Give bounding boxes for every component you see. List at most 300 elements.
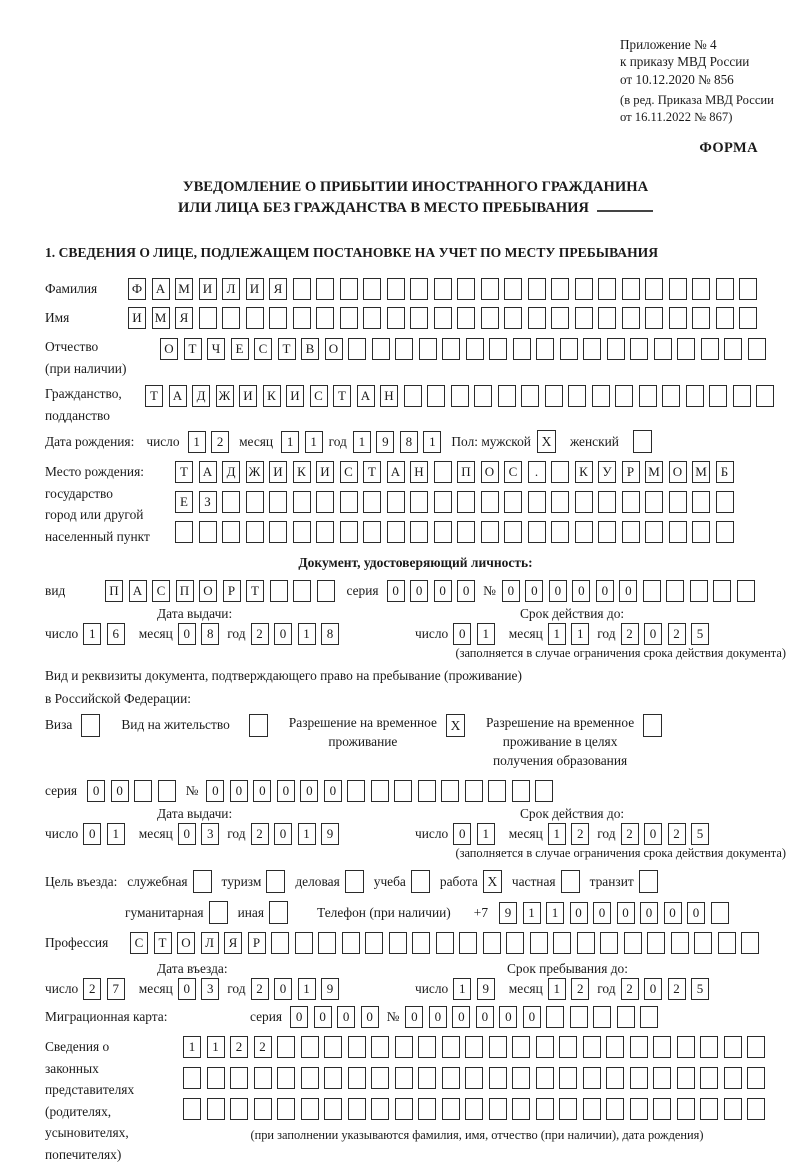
char-cell[interactable]: [568, 385, 586, 407]
char-cell[interactable]: О: [177, 932, 195, 954]
char-cell[interactable]: [559, 1067, 577, 1089]
char-cell[interactable]: [724, 338, 742, 360]
char-cell[interactable]: 0: [230, 780, 248, 802]
char-cell[interactable]: И: [128, 307, 146, 329]
char-cell[interactable]: К: [293, 461, 311, 483]
char-cell[interactable]: [387, 491, 405, 513]
char-cell[interactable]: [630, 1098, 648, 1120]
char-cell[interactable]: [739, 307, 757, 329]
char-cell[interactable]: 8: [201, 623, 219, 645]
char-cell[interactable]: [277, 1067, 295, 1089]
char-cell[interactable]: 2: [254, 1036, 272, 1058]
char-cell[interactable]: [465, 1098, 483, 1120]
char-cell[interactable]: [459, 932, 477, 954]
char-cell[interactable]: [269, 491, 287, 513]
char-cell[interactable]: [372, 338, 390, 360]
char-cell[interactable]: [606, 1067, 624, 1089]
char-cell[interactable]: [535, 780, 553, 802]
char-cell[interactable]: 0: [314, 1006, 332, 1028]
char-cell[interactable]: [583, 338, 601, 360]
char-cell[interactable]: [410, 491, 428, 513]
char-cell[interactable]: [254, 1098, 272, 1120]
char-cell[interactable]: [363, 278, 381, 300]
char-cell[interactable]: [442, 1067, 460, 1089]
char-cell[interactable]: [724, 1036, 742, 1058]
char-cell[interactable]: А: [152, 278, 170, 300]
char-cell[interactable]: [442, 1036, 460, 1058]
checkbox-purpose-humanitarian[interactable]: [209, 901, 228, 924]
char-cell[interactable]: [528, 307, 546, 329]
char-cell[interactable]: 0: [290, 1006, 308, 1028]
char-cell[interactable]: А: [357, 385, 375, 407]
char-cell[interactable]: 0: [453, 623, 471, 645]
char-cell[interactable]: [207, 1067, 225, 1089]
char-cell[interactable]: 0: [523, 1006, 541, 1028]
char-cell[interactable]: [593, 1006, 611, 1028]
char-cell[interactable]: С: [340, 461, 358, 483]
char-cell[interactable]: [442, 1098, 460, 1120]
char-cell[interactable]: [175, 521, 193, 543]
char-cell[interactable]: [536, 1036, 554, 1058]
char-cell[interactable]: Я: [269, 278, 287, 300]
char-cell[interactable]: [592, 385, 610, 407]
char-cell[interactable]: [418, 1036, 436, 1058]
char-cell[interactable]: [669, 278, 687, 300]
char-cell[interactable]: 2: [211, 431, 229, 453]
char-cell[interactable]: [371, 780, 389, 802]
char-cell[interactable]: [647, 932, 665, 954]
char-cell[interactable]: [418, 1098, 436, 1120]
char-cell[interactable]: 0: [619, 580, 637, 602]
char-cell[interactable]: [394, 780, 412, 802]
char-cell[interactable]: 0: [206, 780, 224, 802]
checkbox-temp-residence-edu[interactable]: [643, 714, 662, 737]
char-cell[interactable]: [295, 932, 313, 954]
char-cell[interactable]: 8: [321, 623, 339, 645]
char-cell[interactable]: И: [239, 385, 257, 407]
char-cell[interactable]: 1: [423, 431, 441, 453]
char-cell[interactable]: [570, 1006, 588, 1028]
char-cell[interactable]: 5: [691, 623, 709, 645]
char-cell[interactable]: [474, 385, 492, 407]
char-cell[interactable]: [277, 1036, 295, 1058]
char-cell[interactable]: 2: [230, 1036, 248, 1058]
char-cell[interactable]: Т: [333, 385, 351, 407]
char-cell[interactable]: [340, 521, 358, 543]
char-cell[interactable]: [489, 1067, 507, 1089]
char-cell[interactable]: [183, 1067, 201, 1089]
char-cell[interactable]: Р: [248, 932, 266, 954]
char-cell[interactable]: [669, 521, 687, 543]
char-cell[interactable]: [653, 1036, 671, 1058]
char-cell[interactable]: О: [199, 580, 217, 602]
char-cell[interactable]: 0: [617, 902, 635, 924]
char-cell[interactable]: С: [504, 461, 522, 483]
char-cell[interactable]: [301, 1098, 319, 1120]
char-cell[interactable]: [489, 1036, 507, 1058]
char-cell[interactable]: С: [310, 385, 328, 407]
char-cell[interactable]: [465, 1036, 483, 1058]
char-cell[interactable]: [246, 307, 264, 329]
char-cell[interactable]: [716, 307, 734, 329]
char-cell[interactable]: Т: [278, 338, 296, 360]
checkbox-purpose-work[interactable]: X: [483, 870, 502, 893]
char-cell[interactable]: 1: [548, 823, 566, 845]
char-cell[interactable]: [630, 1036, 648, 1058]
char-cell[interactable]: [347, 780, 365, 802]
char-cell[interactable]: [301, 1036, 319, 1058]
char-cell[interactable]: 0: [525, 580, 543, 602]
char-cell[interactable]: [436, 932, 454, 954]
char-cell[interactable]: [639, 385, 657, 407]
char-cell[interactable]: 1: [548, 623, 566, 645]
char-cell[interactable]: [577, 932, 595, 954]
char-cell[interactable]: 3: [201, 823, 219, 845]
char-cell[interactable]: [412, 932, 430, 954]
char-cell[interactable]: [575, 521, 593, 543]
char-cell[interactable]: 0: [502, 580, 520, 602]
char-cell[interactable]: Т: [246, 580, 264, 602]
char-cell[interactable]: [598, 521, 616, 543]
char-cell[interactable]: С: [254, 338, 272, 360]
char-cell[interactable]: 0: [274, 823, 292, 845]
char-cell[interactable]: [481, 278, 499, 300]
char-cell[interactable]: А: [387, 461, 405, 483]
char-cell[interactable]: [686, 385, 704, 407]
char-cell[interactable]: [551, 491, 569, 513]
char-cell[interactable]: [716, 521, 734, 543]
char-cell[interactable]: [546, 1006, 564, 1028]
char-cell[interactable]: 1: [453, 978, 471, 1000]
char-cell[interactable]: [653, 1067, 671, 1089]
char-cell[interactable]: 1: [281, 431, 299, 453]
char-cell[interactable]: 0: [644, 823, 662, 845]
char-cell[interactable]: [559, 1098, 577, 1120]
char-cell[interactable]: [615, 385, 633, 407]
char-cell[interactable]: [199, 307, 217, 329]
char-cell[interactable]: [575, 278, 593, 300]
char-cell[interactable]: [270, 580, 288, 602]
char-cell[interactable]: З: [199, 491, 217, 513]
char-cell[interactable]: О: [160, 338, 178, 360]
char-cell[interactable]: 9: [321, 978, 339, 1000]
char-cell[interactable]: [222, 491, 240, 513]
char-cell[interactable]: 2: [571, 823, 589, 845]
char-cell[interactable]: [254, 1067, 272, 1089]
char-cell[interactable]: Ф: [128, 278, 146, 300]
char-cell[interactable]: [269, 521, 287, 543]
char-cell[interactable]: [671, 932, 689, 954]
char-cell[interactable]: [737, 580, 755, 602]
checkbox-purpose-private[interactable]: [561, 870, 580, 893]
char-cell[interactable]: 2: [83, 978, 101, 1000]
char-cell[interactable]: [434, 461, 452, 483]
char-cell[interactable]: 9: [499, 902, 517, 924]
char-cell[interactable]: [677, 338, 695, 360]
char-cell[interactable]: [348, 1067, 366, 1089]
char-cell[interactable]: [481, 521, 499, 543]
checkbox-temp-residence[interactable]: X: [446, 714, 465, 737]
checkbox-purpose-study[interactable]: [411, 870, 430, 893]
char-cell[interactable]: [606, 1036, 624, 1058]
char-cell[interactable]: [434, 491, 452, 513]
char-cell[interactable]: [134, 780, 152, 802]
char-cell[interactable]: [692, 521, 710, 543]
char-cell[interactable]: [504, 278, 522, 300]
char-cell[interactable]: [504, 521, 522, 543]
char-cell[interactable]: Я: [224, 932, 242, 954]
char-cell[interactable]: И: [269, 461, 287, 483]
char-cell[interactable]: [230, 1067, 248, 1089]
char-cell[interactable]: [553, 932, 571, 954]
char-cell[interactable]: 2: [668, 823, 686, 845]
char-cell[interactable]: [598, 491, 616, 513]
char-cell[interactable]: [694, 932, 712, 954]
char-cell[interactable]: И: [286, 385, 304, 407]
char-cell[interactable]: С: [130, 932, 148, 954]
char-cell[interactable]: 1: [183, 1036, 201, 1058]
char-cell[interactable]: [575, 307, 593, 329]
char-cell[interactable]: [692, 278, 710, 300]
char-cell[interactable]: Л: [222, 278, 240, 300]
char-cell[interactable]: У: [598, 461, 616, 483]
char-cell[interactable]: [342, 932, 360, 954]
char-cell[interactable]: О: [481, 461, 499, 483]
char-cell[interactable]: [677, 1036, 695, 1058]
char-cell[interactable]: 9: [477, 978, 495, 1000]
char-cell[interactable]: 0: [457, 580, 475, 602]
char-cell[interactable]: [583, 1067, 601, 1089]
char-cell[interactable]: [692, 491, 710, 513]
char-cell[interactable]: [316, 278, 334, 300]
char-cell[interactable]: [677, 1098, 695, 1120]
char-cell[interactable]: [677, 1067, 695, 1089]
checkbox-purpose-transit[interactable]: [639, 870, 658, 893]
char-cell[interactable]: 0: [337, 1006, 355, 1028]
char-cell[interactable]: [643, 580, 661, 602]
char-cell[interactable]: [387, 521, 405, 543]
char-cell[interactable]: 0: [644, 623, 662, 645]
checkbox-purpose-tourism[interactable]: [266, 870, 285, 893]
char-cell[interactable]: 2: [668, 623, 686, 645]
char-cell[interactable]: [600, 932, 618, 954]
char-cell[interactable]: [654, 338, 672, 360]
char-cell[interactable]: 0: [549, 580, 567, 602]
char-cell[interactable]: П: [105, 580, 123, 602]
char-cell[interactable]: Л: [201, 932, 219, 954]
char-cell[interactable]: 0: [452, 1006, 470, 1028]
char-cell[interactable]: [481, 491, 499, 513]
char-cell[interactable]: [230, 1098, 248, 1120]
char-cell[interactable]: Р: [622, 461, 640, 483]
char-cell[interactable]: [711, 902, 729, 924]
char-cell[interactable]: 0: [361, 1006, 379, 1028]
char-cell[interactable]: [301, 1067, 319, 1089]
char-cell[interactable]: [489, 338, 507, 360]
char-cell[interactable]: [207, 1098, 225, 1120]
char-cell[interactable]: 1: [298, 623, 316, 645]
char-cell[interactable]: Д: [222, 461, 240, 483]
char-cell[interactable]: [748, 338, 766, 360]
char-cell[interactable]: [222, 521, 240, 543]
char-cell[interactable]: [395, 1036, 413, 1058]
char-cell[interactable]: Ж: [216, 385, 234, 407]
char-cell[interactable]: [371, 1067, 389, 1089]
char-cell[interactable]: [363, 307, 381, 329]
char-cell[interactable]: [418, 780, 436, 802]
char-cell[interactable]: [365, 932, 383, 954]
char-cell[interactable]: [324, 1098, 342, 1120]
char-cell[interactable]: 0: [324, 780, 342, 802]
char-cell[interactable]: [607, 338, 625, 360]
char-cell[interactable]: 0: [83, 823, 101, 845]
char-cell[interactable]: 0: [572, 580, 590, 602]
char-cell[interactable]: 2: [251, 623, 269, 645]
char-cell[interactable]: [630, 1067, 648, 1089]
char-cell[interactable]: [451, 385, 469, 407]
char-cell[interactable]: [419, 338, 437, 360]
char-cell[interactable]: [324, 1067, 342, 1089]
char-cell[interactable]: [536, 1098, 554, 1120]
char-cell[interactable]: 1: [548, 978, 566, 1000]
char-cell[interactable]: [645, 278, 663, 300]
char-cell[interactable]: [692, 307, 710, 329]
char-cell[interactable]: [645, 521, 663, 543]
char-cell[interactable]: [371, 1036, 389, 1058]
char-cell[interactable]: [700, 1067, 718, 1089]
char-cell[interactable]: [640, 1006, 658, 1028]
char-cell[interactable]: Н: [380, 385, 398, 407]
char-cell[interactable]: [457, 491, 475, 513]
char-cell[interactable]: [733, 385, 751, 407]
char-cell[interactable]: [404, 385, 422, 407]
char-cell[interactable]: [598, 307, 616, 329]
char-cell[interactable]: Ч: [207, 338, 225, 360]
checkbox-residence-permit[interactable]: [249, 714, 268, 737]
char-cell[interactable]: 1: [83, 623, 101, 645]
char-cell[interactable]: И: [316, 461, 334, 483]
char-cell[interactable]: Е: [175, 491, 193, 513]
char-cell[interactable]: [158, 780, 176, 802]
char-cell[interactable]: [465, 1067, 483, 1089]
char-cell[interactable]: [371, 1098, 389, 1120]
char-cell[interactable]: [709, 385, 727, 407]
char-cell[interactable]: [669, 491, 687, 513]
char-cell[interactable]: [293, 580, 311, 602]
char-cell[interactable]: 0: [687, 902, 705, 924]
char-cell[interactable]: [645, 307, 663, 329]
char-cell[interactable]: П: [457, 461, 475, 483]
char-cell[interactable]: 0: [87, 780, 105, 802]
char-cell[interactable]: [395, 1098, 413, 1120]
char-cell[interactable]: [340, 278, 358, 300]
char-cell[interactable]: Б: [716, 461, 734, 483]
char-cell[interactable]: [622, 491, 640, 513]
char-cell[interactable]: [551, 307, 569, 329]
char-cell[interactable]: А: [129, 580, 147, 602]
char-cell[interactable]: Р: [223, 580, 241, 602]
char-cell[interactable]: 1: [107, 823, 125, 845]
char-cell[interactable]: [756, 385, 774, 407]
char-cell[interactable]: [617, 1006, 635, 1028]
char-cell[interactable]: К: [263, 385, 281, 407]
char-cell[interactable]: [363, 491, 381, 513]
char-cell[interactable]: [545, 385, 563, 407]
char-cell[interactable]: 0: [178, 823, 196, 845]
char-cell[interactable]: В: [301, 338, 319, 360]
char-cell[interactable]: [481, 307, 499, 329]
char-cell[interactable]: [293, 521, 311, 543]
char-cell[interactable]: [583, 1098, 601, 1120]
char-cell[interactable]: [434, 521, 452, 543]
char-cell[interactable]: 1: [298, 978, 316, 1000]
char-cell[interactable]: К: [575, 461, 593, 483]
char-cell[interactable]: 1: [353, 431, 371, 453]
char-cell[interactable]: [669, 307, 687, 329]
char-cell[interactable]: [348, 338, 366, 360]
char-cell[interactable]: [559, 1036, 577, 1058]
char-cell[interactable]: [583, 1036, 601, 1058]
char-cell[interactable]: 2: [621, 623, 639, 645]
char-cell[interactable]: 1: [523, 902, 541, 924]
char-cell[interactable]: 2: [668, 978, 686, 1000]
char-cell[interactable]: [716, 278, 734, 300]
char-cell[interactable]: [624, 932, 642, 954]
char-cell[interactable]: [246, 521, 264, 543]
char-cell[interactable]: [724, 1098, 742, 1120]
char-cell[interactable]: [513, 338, 531, 360]
char-cell[interactable]: 6: [107, 623, 125, 645]
char-cell[interactable]: [528, 491, 546, 513]
char-cell[interactable]: 0: [178, 978, 196, 1000]
char-cell[interactable]: [324, 1036, 342, 1058]
char-cell[interactable]: [498, 385, 516, 407]
char-cell[interactable]: М: [152, 307, 170, 329]
char-cell[interactable]: [434, 307, 452, 329]
char-cell[interactable]: А: [199, 461, 217, 483]
char-cell[interactable]: 0: [644, 978, 662, 1000]
char-cell[interactable]: [645, 491, 663, 513]
char-cell[interactable]: 0: [570, 902, 588, 924]
char-cell[interactable]: 9: [321, 823, 339, 845]
char-cell[interactable]: [395, 1067, 413, 1089]
char-cell[interactable]: [653, 1098, 671, 1120]
char-cell[interactable]: [246, 491, 264, 513]
char-cell[interactable]: Т: [363, 461, 381, 483]
char-cell[interactable]: [317, 580, 335, 602]
char-cell[interactable]: М: [645, 461, 663, 483]
char-cell[interactable]: 1: [298, 823, 316, 845]
char-cell[interactable]: 0: [453, 823, 471, 845]
char-cell[interactable]: [457, 307, 475, 329]
char-cell[interactable]: И: [199, 278, 217, 300]
char-cell[interactable]: [622, 278, 640, 300]
char-cell[interactable]: С: [152, 580, 170, 602]
char-cell[interactable]: 5: [691, 978, 709, 1000]
char-cell[interactable]: [441, 780, 459, 802]
char-cell[interactable]: [410, 278, 428, 300]
char-cell[interactable]: 0: [499, 1006, 517, 1028]
char-cell[interactable]: 2: [621, 978, 639, 1000]
char-cell[interactable]: 8: [400, 431, 418, 453]
char-cell[interactable]: [348, 1036, 366, 1058]
char-cell[interactable]: П: [176, 580, 194, 602]
char-cell[interactable]: 0: [274, 623, 292, 645]
char-cell[interactable]: А: [169, 385, 187, 407]
char-cell[interactable]: 0: [277, 780, 295, 802]
char-cell[interactable]: [716, 491, 734, 513]
char-cell[interactable]: 0: [410, 580, 428, 602]
